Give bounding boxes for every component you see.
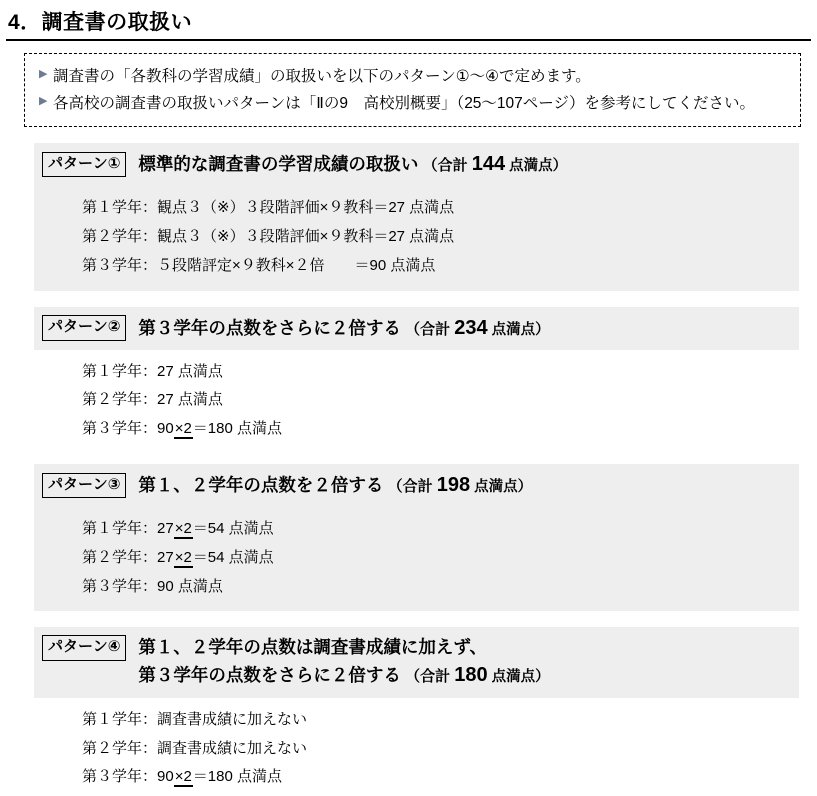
pattern-header: [34, 307, 799, 350]
title-underline: [6, 39, 811, 41]
pattern-label: パターン④: [42, 635, 126, 660]
intro-text: 各高校の調査書の取扱いパターンは「Ⅱの9 高校別概要」（25～107ページ）を参考にしてください。: [53, 95, 755, 113]
pattern-title: 標準的な調査書の学習成績の取扱い （合計 144 点満点）: [138, 153, 568, 176]
pattern-header: [34, 464, 799, 507]
pattern-row: 第３学年：５段階評定×９教科×２倍 ＝90 点満点: [82, 256, 436, 274]
pattern-row: 第１学年：27 点満点: [82, 362, 223, 380]
pattern-title: 第３学年の点数をさらに２倍する （合計 234 点満点）: [138, 316, 550, 339]
pattern-body: [34, 186, 799, 290]
pattern-header: [34, 143, 799, 186]
pattern-body: [34, 698, 799, 796]
pattern-title: 第１、２学年の点数を２倍する （合計 198 点満点）: [138, 474, 533, 496]
intro-line: [37, 91, 788, 116]
triangle-right-bullet-icon: ▶: [39, 95, 48, 108]
pattern-body: [34, 507, 799, 611]
pattern-row: 第１学年：27×2＝54 点満点: [82, 520, 274, 537]
intro-box: [24, 53, 801, 127]
pattern-row: 第２学年：観点３（※）３段階評価×９教科＝27 点満点: [82, 228, 455, 246]
pattern-block-1: [34, 143, 799, 290]
pattern-block-3: [34, 464, 799, 611]
page-title: 4．調査書の取扱い: [8, 11, 193, 34]
pattern-body: [34, 350, 799, 448]
intro-line: [37, 64, 788, 89]
pattern-row: 第３学年：90×2＝180 点満点: [82, 768, 282, 786]
pattern-row: 第２学年：調査書成績に加えない: [82, 739, 308, 757]
pattern-row: 第１学年：調査書成績に加えない: [82, 710, 308, 728]
pattern-title: 第１、２学年の点数は調査書成績に加えず、 第３学年の点数をさらに２倍する （合計 180 点満点）: [138, 637, 550, 686]
pattern-header: [34, 627, 799, 697]
pattern-block-2: [34, 307, 799, 448]
pattern-row: 第３学年：90 点満点: [82, 577, 223, 595]
pattern-block-4: [34, 627, 799, 796]
intro-text: 調査書の「各教科の学習成績」の取扱いを以下のパターン①～④で定めます。: [53, 68, 591, 85]
pattern-label: パターン①: [42, 152, 126, 177]
triangle-right-bullet-icon: ▶: [39, 68, 48, 80]
pattern-label: パターン③: [42, 473, 126, 498]
pattern-row: 第２学年：27 点満点: [82, 391, 223, 409]
pattern-row: 第１学年：観点３（※）３段階評価×９教科＝27 点満点: [82, 199, 455, 217]
pattern-row: 第２学年：27×2＝54 点満点: [82, 548, 274, 566]
pattern-label: パターン②: [42, 315, 126, 340]
pattern-row: 第３学年：90×2＝180 点満点: [82, 420, 282, 438]
